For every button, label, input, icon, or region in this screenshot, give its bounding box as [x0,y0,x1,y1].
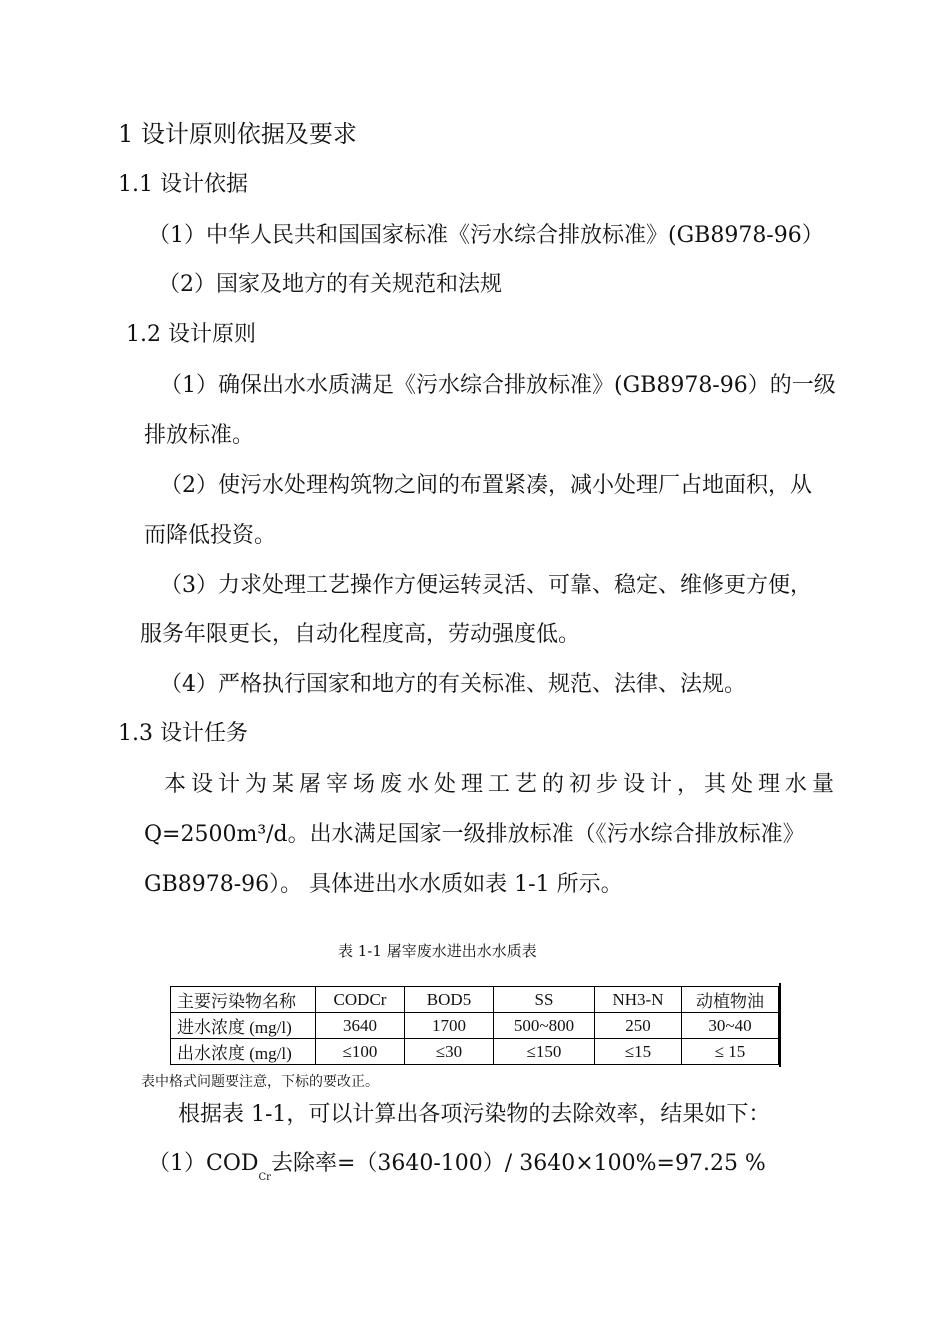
header-cell: 动植物油 [682,987,779,1013]
principle-2-line-2: 而降低投资。 [144,523,277,548]
basis-item-1: （1）中华人民共和国国家标准《污水综合排放标准》(GB8978-96） [148,223,824,248]
table-cell: ≤30 [405,1039,494,1065]
principle-2-line-1: （2）使污水处理构筑物之间的布置紧凑，减小处理厂占地面积，从 [160,473,812,498]
task-line-2: Q=2500m³/d。出水满足国家一级排放标准（《污水综合排放标准》 [144,822,805,847]
table-cell: ≤150 [494,1039,595,1065]
table-header-row [171,987,779,1013]
table-cell: 30~40 [682,1013,779,1039]
table-note: 表中格式问题要注意，下标的要改正。 [141,1075,379,1090]
header-cell: SS [494,987,595,1013]
basis-item-2: （2）国家及地方的有关规范和法规 [158,272,502,297]
table-cell: ≤15 [595,1039,682,1065]
row-label: 出水浓度 (mg/l) [171,1039,316,1065]
table-cell: 250 [595,1013,682,1039]
principle-3-line-2: 服务年限更长，自动化程度高，劳动强度低。 [140,622,581,647]
table-cell: ≤100 [316,1039,405,1065]
heading-1-3: 1.3 设计任务 [118,721,248,746]
heading-1-2: 1.2 设计原则 [126,322,256,347]
calc-line-1-subscript: Cr [258,1172,271,1183]
table-cell: ≤ 15 [682,1039,779,1065]
task-line-1: 本设计为某屠宰场废水处理工艺的初步设计，其处理水量 [164,772,840,797]
calc-intro: 根据表 1-1，可以计算出各项污染物的去除效率，结果如下： [178,1102,771,1127]
table-right-border [779,983,781,1067]
header-cell: CODCr [316,987,405,1013]
principle-1-line-1: （1）确保出水水质满足《污水综合排放标准》(GB8978-96）的一级 [160,373,836,398]
header-cell: 主要污染物名称 [171,987,316,1013]
water-quality-table [170,986,779,1065]
calc-line-1-formula: 去除率=（3640-100）/ 3640×100%=97.25 % [270,1151,766,1176]
header-cell: NH3-N [595,987,682,1013]
table-cell: 3640 [316,1013,405,1039]
heading-1: 1 设计原则依据及要求 [118,120,357,148]
calc-line-1 [148,1150,766,1192]
task-line-3: GB8978-96）。 具体进出水水质如表 1-1 所示。 [144,872,623,897]
table-caption: 表 1-1 屠宰废水进出水水质表 [338,942,537,960]
table-row [171,1013,779,1039]
principle-1-line-2: 排放标准。 [144,423,255,448]
table-cell: 500~800 [494,1013,595,1039]
header-cell: BOD5 [405,987,494,1013]
principle-4: （4）严格执行国家和地方的有关标准、规范、法律、法规。 [160,672,746,697]
row-label: 进水浓度 (mg/l) [171,1013,316,1039]
principle-3-line-1: （3）力求处理工艺操作方便运转灵活、可靠、稳定、维修更方便， [160,573,812,598]
calc-line-1-prefix: （1）COD [148,1151,259,1176]
table-cell: 1700 [405,1013,494,1039]
heading-1-1: 1.1 设计依据 [118,172,248,197]
table-row [171,1039,779,1065]
